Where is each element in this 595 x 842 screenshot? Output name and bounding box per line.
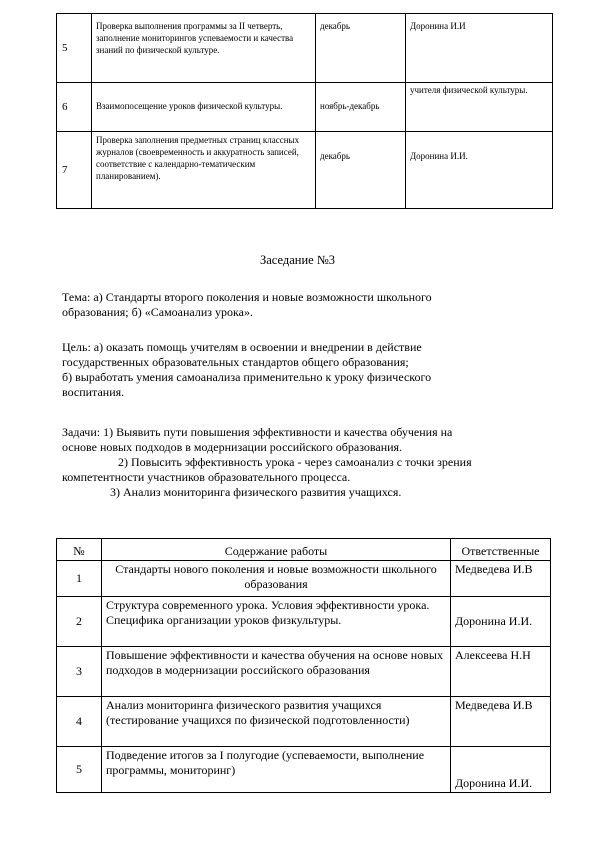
tasks-text: 3) Анализ мониторинга физического развития учащихся. <box>110 485 402 499</box>
row-number: 6 <box>57 83 92 132</box>
table-header-row <box>57 539 551 561</box>
header-work: Содержание работы <box>102 539 451 561</box>
work-content: Проверка заполнения предметных страниц классных журналов (своевременность и аккуратность записей, соответствие с календарно-тематическим планированием). <box>92 132 316 209</box>
work-date: декабрь <box>316 132 406 209</box>
goal-text: а) оказать помощь учителям в освоении и внедрении в действие <box>90 340 422 354</box>
theme-label: Тема: <box>62 290 91 304</box>
work-content: Взаимопосещение уроков физической культуры. <box>92 83 316 132</box>
row-number: 5 <box>57 747 102 793</box>
goal-text: воспитания. <box>62 385 125 399</box>
work-content: Анализ мониторинга физического развития учащихся (тестирование учащихся по физической подготовленности) <box>102 697 451 747</box>
responsible: Медведева И.В <box>451 697 551 747</box>
table-row <box>57 747 551 793</box>
meeting-goal <box>62 340 542 400</box>
row-number: 5 <box>57 14 92 83</box>
goal-text: б) выработать умения самоанализа применительно к уроку физического <box>62 370 432 384</box>
meeting-theme <box>62 290 542 320</box>
tasks-text: 2) Повысить эффективность урока - через самоанализ с точки зрения <box>118 455 472 469</box>
row-number: 3 <box>57 647 102 697</box>
work-content: Структура современного урока. Условия эффективности урока. Специфика организации уроков физкультуры. <box>102 597 451 647</box>
responsible: Доронина И.И <box>406 14 553 83</box>
row-number: 2 <box>57 597 102 647</box>
plan-table-continued <box>56 13 553 209</box>
goal-label: Цель: <box>62 340 91 354</box>
work-date: ноябрь-декабрь <box>316 83 406 132</box>
work-content: Стандарты нового поколения и новые возможности школьного образования <box>102 561 451 597</box>
table-row <box>57 597 551 647</box>
responsible: Медведева И.В <box>451 561 551 597</box>
tasks-label: Задачи: <box>62 425 101 439</box>
table-row <box>57 14 553 83</box>
table-row <box>57 132 553 209</box>
theme-text: а) Стандарты второго поколения и новые возможности школьного <box>90 290 432 304</box>
meeting-tasks <box>62 425 542 500</box>
table-row <box>57 83 553 132</box>
table-row <box>57 697 551 747</box>
table-row <box>57 647 551 697</box>
responsible: Доронина И.И. <box>406 132 553 209</box>
work-content: Проверка выполнения программы за II четверть, заполнение мониторингов успеваемости и качества знаний по физической культуре. <box>92 14 316 83</box>
row-number: 4 <box>57 697 102 747</box>
goal-text: государственных образовательных стандартов общего образования; <box>62 355 409 369</box>
table-row <box>57 561 551 597</box>
meeting-plan-table <box>56 538 551 793</box>
row-number: 1 <box>57 561 102 597</box>
row-number: 7 <box>57 132 92 209</box>
header-number: № <box>57 539 102 561</box>
work-content: Повышение эффективности и качества обучения на основе новых подходов в модернизации российского образования <box>102 647 451 697</box>
tasks-text: 1) Выявить пути повышения эффективности и качества обучения на <box>100 425 453 439</box>
responsible: учителя физической культуры. <box>406 83 553 132</box>
header-responsible: Ответственные <box>451 539 551 561</box>
theme-text: образования; б) «Самоанализ урока». <box>62 305 253 319</box>
responsible: Алексеева Н.Н <box>451 647 551 697</box>
tasks-text: основе новых подходов в модернизации российского образования. <box>62 440 403 454</box>
meeting-title: Заседание №3 <box>259 253 336 267</box>
responsible: Доронина И.И. <box>451 747 551 793</box>
responsible: Доронина И.И. <box>451 597 551 647</box>
work-date: декабрь <box>316 14 406 83</box>
work-content: Подведение итогов за I полугодие (успеваемости, выполнение программы, мониторинг) <box>102 747 451 793</box>
tasks-text: компетентности участников образовательного процесса. <box>62 470 351 484</box>
